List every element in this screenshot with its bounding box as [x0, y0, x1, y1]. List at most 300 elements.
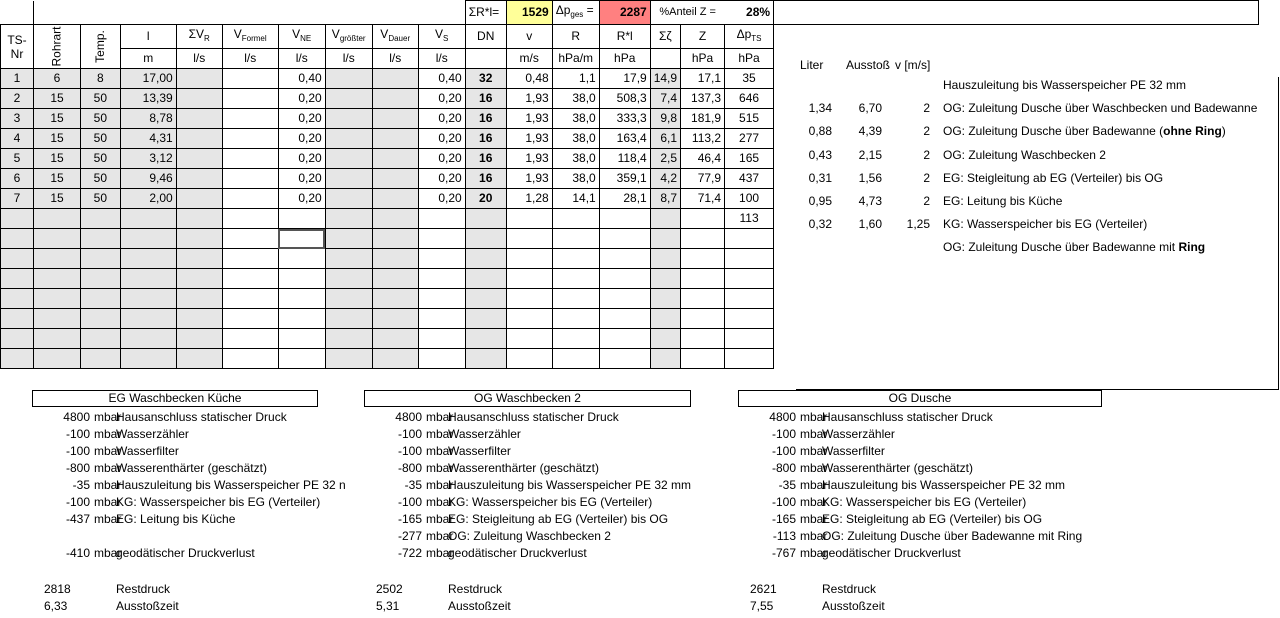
cell-vform[interactable] — [222, 89, 278, 109]
cell-rl[interactable] — [599, 309, 650, 329]
cell-svr[interactable] — [176, 289, 222, 309]
cell-svr[interactable] — [176, 69, 222, 89]
cell-v[interactable]: 1,93 — [506, 129, 552, 149]
cell-dp[interactable]: 515 — [725, 109, 774, 129]
cell-vne[interactable]: 0,40 — [278, 69, 325, 89]
cell-vs[interactable] — [418, 269, 465, 289]
cell-v[interactable] — [506, 329, 552, 349]
cell-svr[interactable] — [176, 189, 222, 209]
cell-nr[interactable]: 1 — [1, 69, 34, 89]
pressure-unit: mbar — [94, 427, 122, 441]
cell-dn[interactable]: 16 — [465, 129, 506, 149]
cell-rohrart[interactable] — [34, 229, 81, 249]
cell-vgr[interactable] — [325, 269, 372, 289]
cell-z[interactable] — [681, 229, 725, 249]
cell-rohrart[interactable] — [34, 349, 81, 369]
unit-v-dauer: l/s — [372, 49, 418, 69]
cell-z[interactable]: 137,3 — [681, 89, 725, 109]
cell-temp[interactable]: 50 — [81, 109, 121, 129]
cell-l[interactable]: 9,46 — [120, 169, 176, 189]
cell-r[interactable] — [552, 289, 599, 309]
cell-dp[interactable] — [725, 329, 774, 349]
cell-dp[interactable]: 113 — [725, 209, 774, 229]
cell-rohrart[interactable] — [34, 329, 81, 349]
cell-vform[interactable] — [222, 169, 278, 189]
cell-r[interactable] — [552, 229, 599, 249]
desc-bold: ohne Ring — [1163, 124, 1222, 138]
cell-vform[interactable] — [222, 149, 278, 169]
pressure-line — [364, 546, 764, 562]
unit-z: hPa — [681, 49, 725, 69]
cell-rohrart[interactable]: 15 — [34, 109, 81, 129]
cell-vgr[interactable] — [325, 129, 372, 149]
cell-v[interactable] — [506, 209, 552, 229]
cell-vne[interactable] — [278, 289, 325, 309]
cell-vgr[interactable] — [325, 329, 372, 349]
cell-l[interactable] — [120, 309, 176, 329]
cell-svr[interactable] — [176, 149, 222, 169]
cell-vdau[interactable] — [372, 329, 418, 349]
cell-l[interactable] — [120, 329, 176, 349]
cell-dp[interactable] — [725, 349, 774, 369]
cell-rohrart[interactable] — [34, 309, 81, 329]
cell-vdau[interactable] — [372, 289, 418, 309]
cell-nr[interactable] — [1, 349, 34, 369]
cell-r[interactable]: 38,0 — [552, 169, 599, 189]
cell-temp[interactable]: 50 — [81, 89, 121, 109]
cell-l[interactable] — [120, 269, 176, 289]
cell-temp[interactable]: 50 — [81, 149, 121, 169]
cell-l[interactable]: 2,00 — [120, 189, 176, 209]
cell-z[interactable] — [681, 329, 725, 349]
cell-rohrart[interactable]: 6 — [34, 69, 81, 89]
cell-vne[interactable] — [278, 249, 325, 269]
cell-r[interactable] — [552, 329, 599, 349]
cell-rl[interactable] — [599, 249, 650, 269]
cell-v[interactable]: 1,93 — [506, 109, 552, 129]
pressure-label: Wasserenthärter (geschätzt) — [448, 461, 599, 475]
cell-vs[interactable]: 0,40 — [418, 69, 465, 89]
cell-rohrart[interactable] — [34, 249, 81, 269]
cell-r[interactable]: 14,1 — [552, 189, 599, 209]
cell-dp[interactable] — [725, 249, 774, 269]
cell-vgr[interactable] — [325, 229, 372, 249]
cell-z[interactable]: 71,4 — [681, 189, 725, 209]
cell-temp[interactable]: 50 — [81, 169, 121, 189]
cell-svr[interactable] — [176, 229, 222, 249]
cell-z[interactable] — [681, 289, 725, 309]
cell-rl[interactable]: 508,3 — [599, 89, 650, 109]
cell-vne[interactable] — [278, 209, 325, 229]
cell-z[interactable] — [681, 269, 725, 289]
cell-vform[interactable] — [222, 309, 278, 329]
cell-rohrart[interactable]: 15 — [34, 149, 81, 169]
cell-zeta[interactable] — [650, 349, 680, 369]
cell-vgr[interactable] — [325, 149, 372, 169]
cell-vne[interactable]: 0,20 — [278, 109, 325, 129]
cell-r[interactable] — [552, 309, 599, 329]
cell-zeta[interactable]: 14,9 — [650, 69, 680, 89]
pressure-unit: mbar — [800, 512, 828, 526]
cell-zeta[interactable]: 4,2 — [650, 169, 680, 189]
header-v-formel: $V_{Formel}$ — [222, 25, 278, 49]
cell-vform[interactable] — [222, 109, 278, 129]
cell-rl[interactable]: 333,3 — [599, 109, 650, 129]
cell-rohrart[interactable]: 15 — [34, 89, 81, 109]
cell-dn[interactable]: 16 — [465, 149, 506, 169]
cell-vform[interactable] — [222, 129, 278, 149]
cell-z[interactable] — [681, 349, 725, 369]
cell-vdau[interactable] — [372, 209, 418, 229]
cell-vdau[interactable] — [372, 149, 418, 169]
cell-vdau[interactable] — [372, 189, 418, 209]
cell-l[interactable]: 13,39 — [120, 89, 176, 109]
cell-v[interactable]: 1,93 — [506, 149, 552, 169]
cell-vgr[interactable] — [325, 309, 372, 329]
cell-vs[interactable]: 0,20 — [418, 129, 465, 149]
header-liter: Liter — [800, 58, 824, 72]
cell-vs[interactable] — [418, 349, 465, 369]
cell-vs[interactable] — [418, 309, 465, 329]
cell-vne[interactable] — [278, 309, 325, 329]
cell-dp[interactable]: 277 — [725, 129, 774, 149]
cell-svr[interactable] — [176, 109, 222, 129]
cell-zeta[interactable]: 2,5 — [650, 149, 680, 169]
cell-svr[interactable] — [176, 129, 222, 149]
cell-zeta[interactable] — [650, 229, 680, 249]
desc-bold: Ring — [1178, 240, 1206, 254]
dp-ges-value[interactable]: 2287 — [599, 1, 650, 25]
cell-vs[interactable] — [418, 289, 465, 309]
cell-v[interactable]: 0,48 — [506, 69, 552, 89]
cell-zeta[interactable]: 9,8 — [650, 109, 680, 129]
cell-vgr[interactable] — [325, 289, 372, 309]
cell-vdau[interactable] — [372, 69, 418, 89]
cell-v[interactable]: 1,28 — [506, 189, 552, 209]
cell-rl[interactable]: 28,1 — [599, 189, 650, 209]
cell-z[interactable]: 46,4 — [681, 149, 725, 169]
cell-vne[interactable]: 0,20 — [278, 129, 325, 149]
cell-z[interactable] — [681, 309, 725, 329]
cell-l[interactable] — [120, 249, 176, 269]
pressure-unit: mbar — [426, 461, 454, 475]
cell-dp[interactable]: 437 — [725, 169, 774, 189]
cell-vgr[interactable] — [325, 89, 372, 109]
cell-nr[interactable]: 7 — [1, 189, 34, 209]
cell-vne[interactable]: 0,20 — [278, 149, 325, 169]
anteil-label[interactable]: %Anteil Z = — [650, 1, 724, 25]
cell-rl[interactable] — [599, 209, 650, 229]
cell-nr[interactable] — [1, 269, 34, 289]
pressure-label: Wasserfilter — [116, 444, 179, 458]
cell-dn[interactable]: 32 — [465, 69, 506, 89]
cell-rohrart[interactable] — [34, 269, 81, 289]
cell-vgr[interactable] — [325, 109, 372, 129]
unit-v-s: l/s — [418, 49, 465, 69]
cell-z[interactable]: 77,9 — [681, 169, 725, 189]
cell-vdau[interactable] — [372, 269, 418, 289]
cell-vne[interactable] — [278, 329, 325, 349]
cell-nr[interactable] — [1, 289, 34, 309]
cell-dn[interactable] — [465, 329, 506, 349]
cell-dp[interactable] — [725, 309, 774, 329]
cell-vform[interactable] — [222, 189, 278, 209]
cell-svr[interactable] — [176, 89, 222, 109]
cell-dn[interactable] — [465, 209, 506, 229]
cell-rohrart[interactable] — [34, 289, 81, 309]
cell-rl[interactable]: 118,4 — [599, 149, 650, 169]
cell-vs[interactable]: 0,20 — [418, 189, 465, 209]
cell-r[interactable] — [552, 209, 599, 229]
cell-v[interactable] — [506, 229, 552, 249]
cell-vs[interactable] — [418, 329, 465, 349]
header-sum-vr: $\Sigma V_R$ — [176, 25, 222, 49]
cell-r[interactable] — [552, 269, 599, 289]
cell-z[interactable]: 17,1 — [681, 69, 725, 89]
cell-vgr[interactable] — [325, 69, 372, 89]
cell-temp[interactable] — [81, 349, 121, 369]
cell-vs[interactable] — [418, 229, 465, 249]
cell-temp[interactable] — [81, 249, 121, 269]
cell-vne[interactable]: 0,20 — [278, 169, 325, 189]
cell-nr[interactable] — [1, 249, 34, 269]
cell-l[interactable]: 17,00 — [120, 69, 176, 89]
cell-v[interactable]: 1,93 — [506, 89, 552, 109]
cell-vs[interactable]: 0,20 — [418, 89, 465, 109]
cell-vs[interactable] — [418, 209, 465, 229]
pressure-value: -100 — [65, 444, 90, 458]
cell-nr[interactable] — [1, 229, 34, 249]
cell-z[interactable] — [681, 209, 725, 229]
cell-v[interactable] — [506, 349, 552, 369]
cell-vgr[interactable] — [325, 209, 372, 229]
cell-z[interactable] — [681, 249, 725, 269]
liter-value: 0,32 — [808, 217, 832, 231]
cell-vdau[interactable] — [372, 349, 418, 369]
cell-temp[interactable] — [81, 229, 121, 249]
cell-vne[interactable]: 0,20 — [278, 89, 325, 109]
cell-vform[interactable] — [222, 349, 278, 369]
cell-vs[interactable]: 0,20 — [418, 109, 465, 129]
cell-l[interactable]: 8,78 — [120, 109, 176, 129]
cell-vne[interactable] — [278, 349, 325, 369]
cell-vgr[interactable] — [325, 349, 372, 369]
cell-v[interactable] — [506, 269, 552, 289]
cell-vs[interactable]: 0,20 — [418, 169, 465, 189]
cell-zeta[interactable]: 6,1 — [650, 129, 680, 149]
sum-rl-value[interactable]: 1529 — [506, 1, 552, 25]
cell-vform[interactable] — [222, 229, 278, 249]
cell-svr[interactable] — [176, 329, 222, 349]
cell-temp[interactable]: 8 — [81, 69, 121, 89]
cell-temp[interactable] — [81, 309, 121, 329]
cell-rohrart[interactable] — [34, 209, 81, 229]
cell-dp[interactable] — [725, 269, 774, 289]
cell-svr[interactable] — [176, 349, 222, 369]
cell-dn[interactable] — [465, 349, 506, 369]
cell-nr[interactable]: 6 — [1, 169, 34, 189]
ausstosszeit-label: Ausstoßzeit — [448, 599, 511, 613]
cell-dn[interactable] — [465, 309, 506, 329]
cell-dn[interactable]: 16 — [465, 89, 506, 109]
cell-vgr[interactable] — [325, 249, 372, 269]
cell-vs[interactable]: 0,20 — [418, 149, 465, 169]
pressure-value: -100 — [771, 495, 796, 509]
cell-r[interactable] — [552, 349, 599, 369]
pressure-value: -100 — [397, 427, 422, 441]
cell-nr[interactable]: 4 — [1, 129, 34, 149]
cell-dn[interactable]: 16 — [465, 109, 506, 129]
cell-vne[interactable] — [278, 229, 325, 249]
cell-dn[interactable]: 16 — [465, 169, 506, 189]
cell-dn[interactable] — [465, 269, 506, 289]
cell-temp[interactable] — [81, 269, 121, 289]
cell-l[interactable] — [120, 349, 176, 369]
cell-vdau[interactable] — [372, 309, 418, 329]
cell-vdau[interactable] — [372, 129, 418, 149]
unit-rl: hPa — [599, 49, 650, 69]
cell-r[interactable]: 38,0 — [552, 149, 599, 169]
dp-ges-label[interactable]: $\Delta p_{ges}$ = — [552, 1, 599, 25]
cell-vform[interactable] — [222, 69, 278, 89]
cell-l[interactable]: 3,12 — [120, 149, 176, 169]
cell-nr[interactable] — [1, 329, 34, 349]
sum-rl-label[interactable]: ΣR*l= — [465, 1, 506, 25]
cell-l[interactable] — [120, 229, 176, 249]
cell-rl[interactable] — [599, 269, 650, 289]
cell-v[interactable] — [506, 249, 552, 269]
cell-rl[interactable] — [599, 289, 650, 309]
cell-svr[interactable] — [176, 209, 222, 229]
cell-vform[interactable] — [222, 269, 278, 289]
pressure-line — [738, 461, 1138, 477]
cell-vdau[interactable] — [372, 229, 418, 249]
ausstosszeit-label: Ausstoßzeit — [116, 599, 179, 613]
cell-r[interactable] — [552, 249, 599, 269]
cell-dn[interactable] — [465, 229, 506, 249]
cell-vne[interactable] — [278, 269, 325, 289]
cell-dp[interactable]: 165 — [725, 149, 774, 169]
anteil-value[interactable]: 28% — [725, 1, 774, 25]
cell-dn[interactable] — [465, 249, 506, 269]
cell-vgr[interactable] — [325, 189, 372, 209]
cell-rl[interactable]: 163,4 — [599, 129, 650, 149]
cell-vdau[interactable] — [372, 249, 418, 269]
cell-nr[interactable]: 5 — [1, 149, 34, 169]
cell-temp[interactable]: 50 — [81, 129, 121, 149]
pressure-line — [364, 444, 764, 460]
cell-vform[interactable] — [222, 329, 278, 349]
cell-rl[interactable] — [599, 229, 650, 249]
cell-temp[interactable] — [81, 289, 121, 309]
cell-zeta[interactable] — [650, 209, 680, 229]
cell-l[interactable] — [120, 209, 176, 229]
pressure-value: 4800 — [395, 410, 422, 424]
cell-rohrart[interactable]: 15 — [34, 189, 81, 209]
cell-nr[interactable]: 3 — [1, 109, 34, 129]
cell-vs[interactable] — [418, 249, 465, 269]
header-v-ne: $V_{NE}$ — [278, 25, 325, 49]
cell-temp[interactable]: 50 — [81, 189, 121, 209]
pressure-value: -35 — [404, 478, 422, 492]
cell-zeta[interactable] — [650, 289, 680, 309]
cell-vform[interactable] — [222, 209, 278, 229]
cell-r[interactable]: 38,0 — [552, 89, 599, 109]
cell-rohrart[interactable]: 15 — [34, 169, 81, 189]
cell-v[interactable]: 1,93 — [506, 169, 552, 189]
pressure-label: KG: Wasserspeicher bis EG (Verteiler) — [448, 495, 653, 509]
cell-dp[interactable]: 100 — [725, 189, 774, 209]
cell-svr[interactable] — [176, 249, 222, 269]
cell-nr[interactable] — [1, 209, 34, 229]
cell-rl[interactable]: 17,9 — [599, 69, 650, 89]
cell-vne[interactable]: 0,20 — [278, 189, 325, 209]
cell-l[interactable]: 4,31 — [120, 129, 176, 149]
cell-svr[interactable] — [176, 309, 222, 329]
cell-zeta[interactable]: 7,4 — [650, 89, 680, 109]
cell-rohrart[interactable]: 15 — [34, 129, 81, 149]
pressure-label: Hausanschluss statischer Druck — [448, 410, 619, 424]
cell-dp[interactable]: 35 — [725, 69, 774, 89]
cell-zeta[interactable] — [650, 249, 680, 269]
cell-v[interactable] — [506, 309, 552, 329]
cell-l[interactable] — [120, 289, 176, 309]
cell-dn[interactable] — [465, 289, 506, 309]
cell-vdau[interactable] — [372, 169, 418, 189]
v-ms-value: 2 — [923, 124, 930, 138]
cell-rl[interactable] — [599, 349, 650, 369]
cell-dp[interactable]: 646 — [725, 89, 774, 109]
cell-r[interactable]: 38,0 — [552, 129, 599, 149]
cell-rl[interactable] — [599, 329, 650, 349]
pressure-line — [738, 444, 1138, 460]
header-rohrart: Rohrart — [34, 25, 81, 69]
cell-vdau[interactable] — [372, 109, 418, 129]
cell-r[interactable]: 1,1 — [552, 69, 599, 89]
pressure-line — [738, 478, 1138, 494]
cell-nr[interactable]: 2 — [1, 89, 34, 109]
pressure-unit: mbar — [800, 427, 828, 441]
cell-dn[interactable]: 20 — [465, 189, 506, 209]
cell-nr[interactable] — [1, 309, 34, 329]
cell-zeta[interactable] — [650, 329, 680, 349]
cell-dp[interactable] — [725, 289, 774, 309]
cell-vform[interactable] — [222, 249, 278, 269]
cell-rl[interactable]: 359,1 — [599, 169, 650, 189]
cell-v[interactable] — [506, 289, 552, 309]
pressure-line — [364, 512, 764, 528]
cell-temp[interactable] — [81, 329, 121, 349]
cell-vgr[interactable] — [325, 169, 372, 189]
cell-zeta[interactable] — [650, 309, 680, 329]
cell-zeta[interactable] — [650, 269, 680, 289]
unit-sum-vr: l/s — [176, 49, 222, 69]
cell-temp[interactable] — [81, 209, 121, 229]
cell-vform[interactable] — [222, 289, 278, 309]
cell-z[interactable]: 113,2 — [681, 129, 725, 149]
cell-vdau[interactable] — [372, 89, 418, 109]
pressure-unit: mbar — [426, 512, 454, 526]
restdruck-value: 2502 — [376, 582, 403, 596]
cell-svr[interactable] — [176, 269, 222, 289]
cell-zeta[interactable]: 8,7 — [650, 189, 680, 209]
pressure-value: -800 — [397, 461, 422, 475]
cell-r[interactable]: 38,0 — [552, 109, 599, 129]
header-v-dauer: $V_{Dauer}$ — [372, 25, 418, 49]
cell-z[interactable]: 181,9 — [681, 109, 725, 129]
cell-svr[interactable] — [176, 169, 222, 189]
cell-dp[interactable] — [725, 229, 774, 249]
